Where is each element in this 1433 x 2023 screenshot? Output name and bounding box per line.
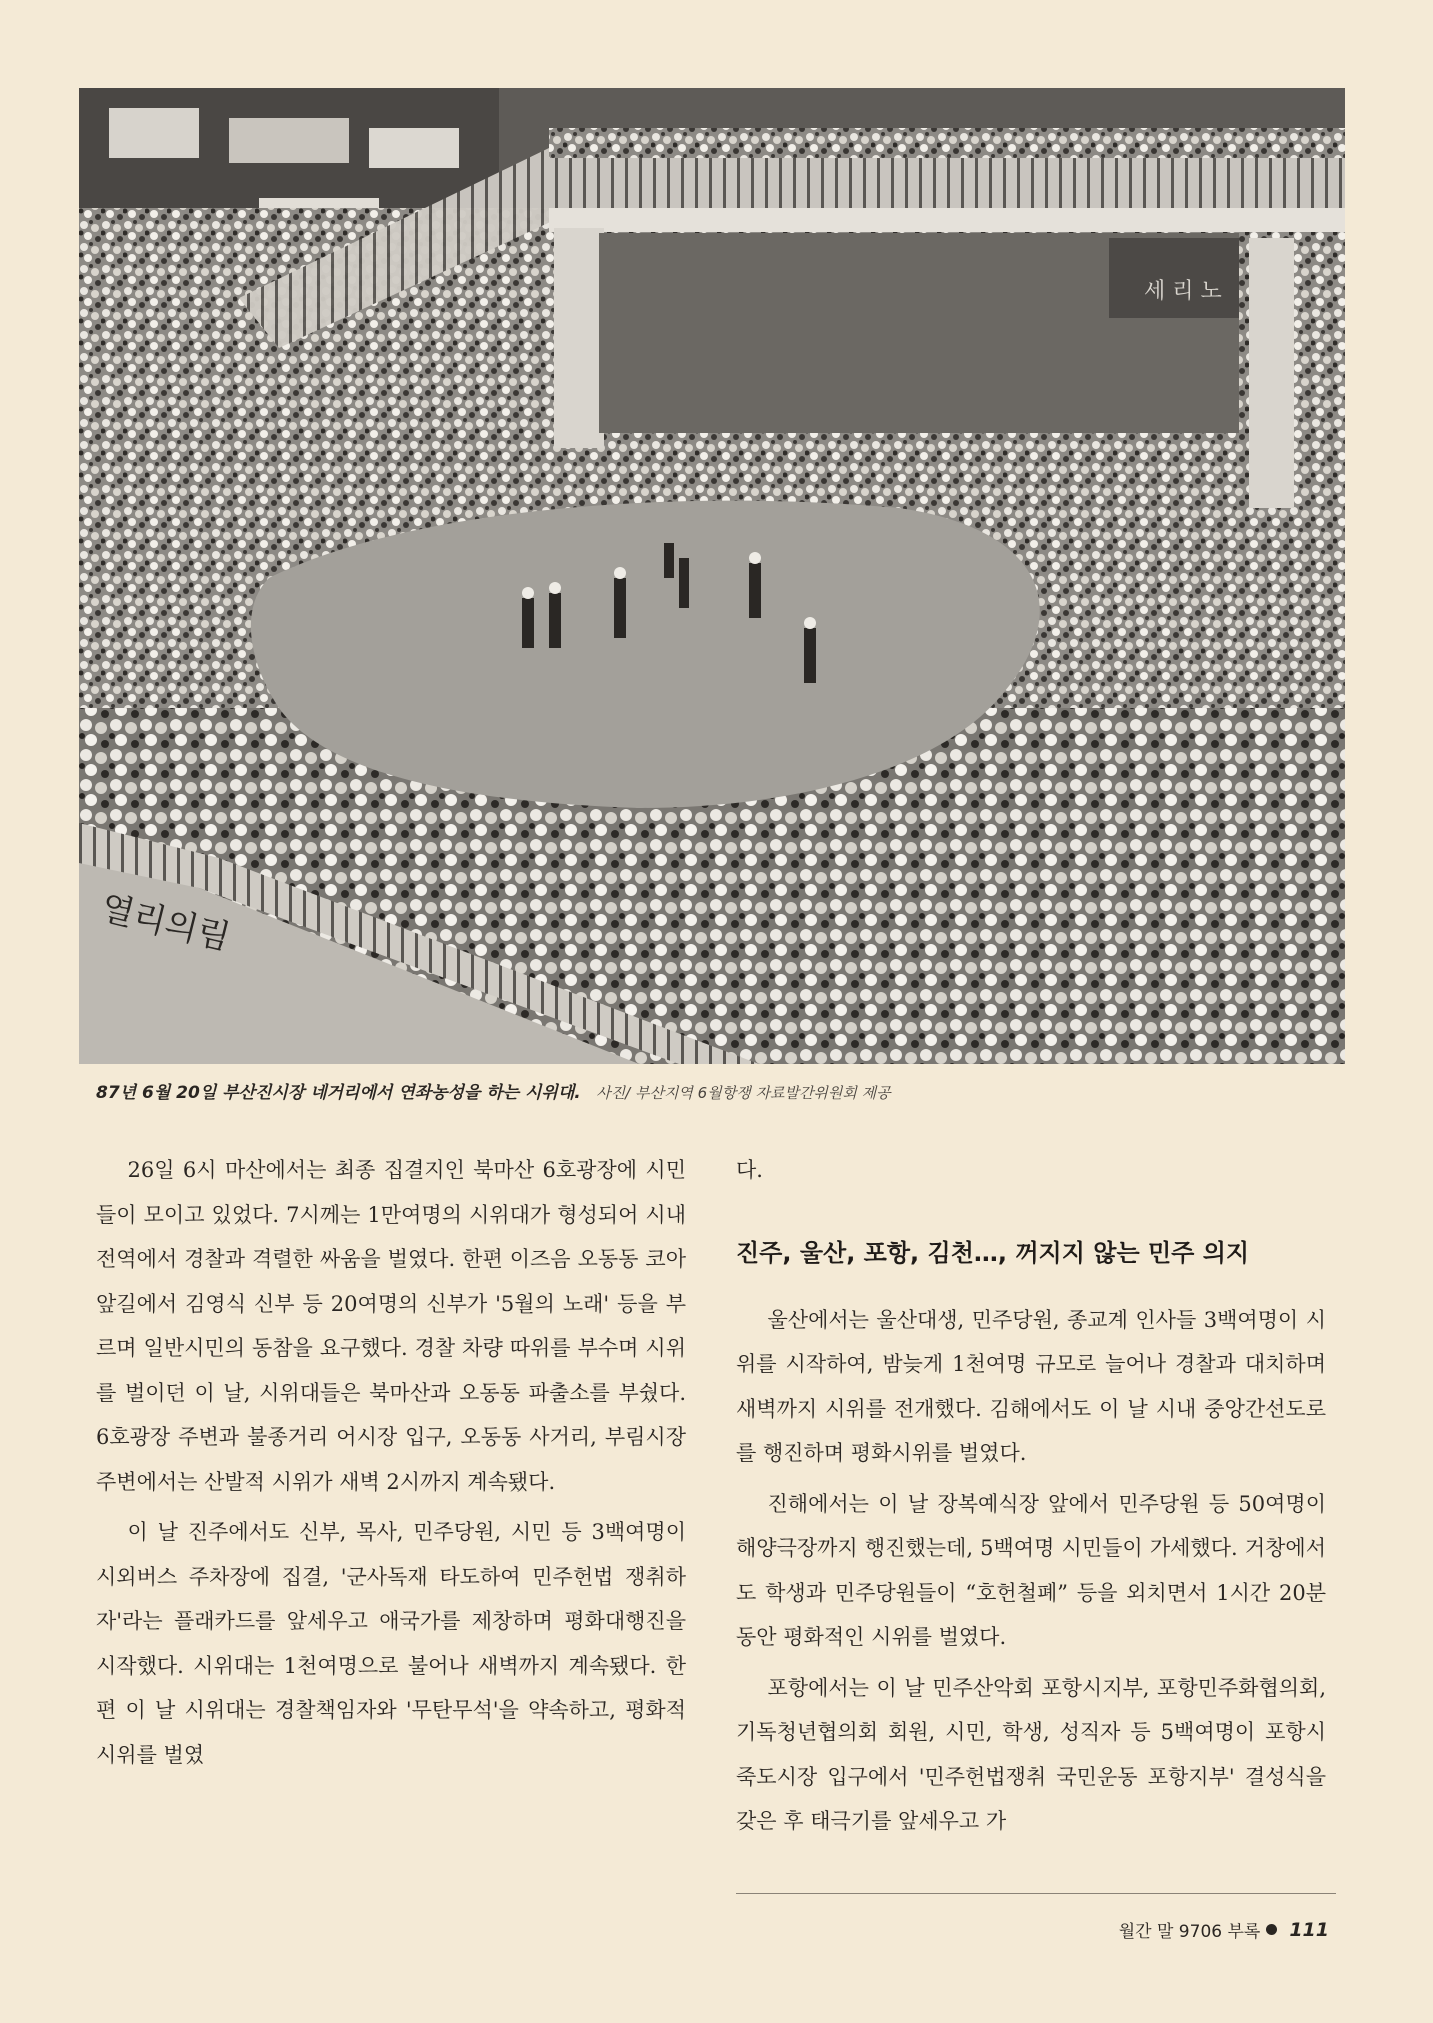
right-paragraph-2: 진해에서는 이 날 장복예식장 앞에서 민주당원 등 50여명이 해양극장까지 행진했는데, 5백여명 시민들이 가세했다. 거창에서도 학생과 민주당원들이 “호헌철폐” 등을 외치면서 1시간 20분 동안 평화적인 시위를 벌였다.	[736, 1491, 1326, 1649]
publication-name: 월간 말 9706 부록	[1118, 1922, 1261, 1942]
page-footer	[1119, 1917, 1329, 1942]
caption-credit: 사진/ 부산지역 6월항쟁 자료발간위원회 제공	[596, 1084, 891, 1102]
right-paragraph-1: 울산에서는 울산대생, 민주당원, 종교계 인사들 3백여명이 시위를 시작하여, 밤늦게 1천여명 규모로 늘어나 경찰과 대치하며 새벽까지 시위를 전개했다. 김해에서도 이 날 시내 중앙간선도로를 행진하며 평화시위를 벌였다.	[736, 1307, 1326, 1465]
caption-main: 87년 6월 20일 부산진시장 네거리에서 연좌농성을 하는 시위대.	[96, 1083, 581, 1103]
left-paragraph-1: 26일 6시 마산에서는 최종 집결지인 북마산 6호광장에 시민들이 모이고 있었다. 7시께는 1만여명의 시위대가 형성되어 시내 전역에서 경찰과 격렬한 싸움을 벌였다. 한편 이즈음 오동동 코아 앞길에서 김영식 신부 등 20여명의 신부가 '5월의 노래' 등을 부르며 일반시민의 동참을 요구했다. 경찰 차량 따위를 부수며 시위를 벌이던 이 날, 시위대들은 북마산과 오동동 파출소를 부쉈다. 6호광장 주변과 불종거리 어시장 입구, 오동동 사거리, 부림시장 주변에서는 산발적 시위가 새벽 2시까지 계속됐다.	[96, 1158, 686, 1494]
photo-sign-bottom: 열리의림	[96, 887, 234, 959]
photo-caption	[96, 1078, 1336, 1103]
right-column	[736, 1148, 1326, 1850]
protest-photo	[79, 88, 1345, 1064]
right-paragraph-3: 포항에서는 이 날 민주산악회 포항시지부, 포항민주화협의회, 기독청년협의회 회원, 시민, 학생, 성직자 등 5백여명이 포항시 죽도시장 입구에서 '민주헌법쟁취 국민운동 포항지부' 결성식을 갖은 후 태극기를 앞세우고 가	[736, 1675, 1326, 1833]
footer-divider	[736, 1893, 1336, 1894]
left-column	[96, 1148, 686, 1783]
photo-sign-top: 세 리 노	[1144, 279, 1222, 304]
page-number: 111	[1289, 1918, 1329, 1941]
section-heading: 진주, 울산, 포항, 김천…, 꺼지지 않는 민주 의지	[736, 1238, 1250, 1267]
bullet-dot-icon	[1266, 1924, 1277, 1935]
crowd-photo-illustration	[79, 88, 1345, 1064]
right-continuation: 다.	[736, 1158, 763, 1182]
left-paragraph-2: 이 날 진주에서도 신부, 목사, 민주당원, 시민 등 3백여명이 시외버스 주차장에 집결, '군사독재 타도하여 민주헌법 쟁취하자'라는 플래카드를 앞세우고 애국가를 제창하며 평화대행진을 시작했다. 시위대는 1천여명으로 불어나 새벽까지 계속됐다. 한편 이 날 시위대는 경찰책임자와 '무탄무석'을 약속하고, 평화적 시위를 벌였	[96, 1520, 686, 1767]
